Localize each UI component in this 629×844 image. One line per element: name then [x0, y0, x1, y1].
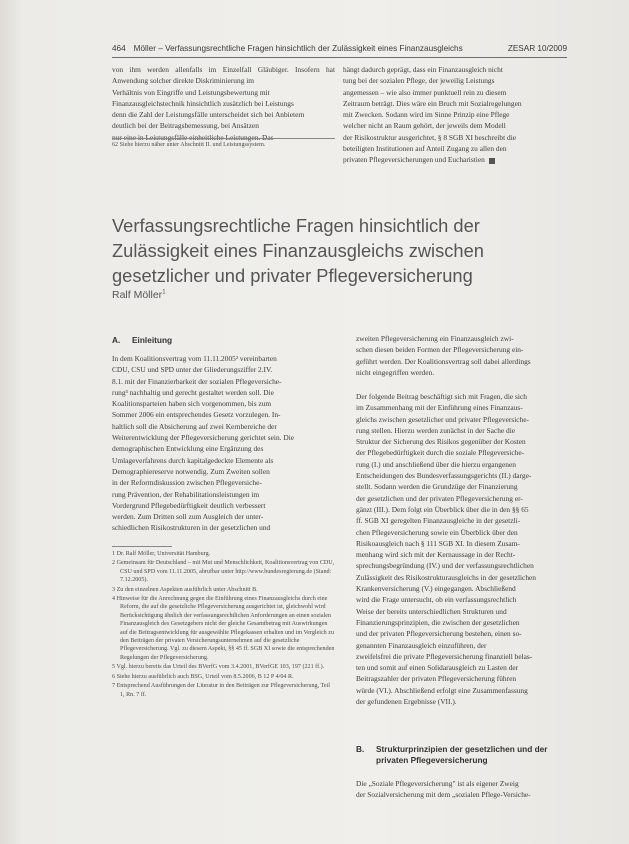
text-line: Zeitraum beträgt. Dies wäre ein Bruch mit Sozialregelungen: [343, 98, 522, 108]
text-line: Finanzausgleichstechnik hinsichtlich zusätzlich bei Leistungs: [112, 98, 294, 108]
footnote-rule: [112, 138, 335, 139]
text-line: ten und somit auf einen Solidarausgleich zu Lasten der: [356, 663, 519, 673]
footnote: 4 Hinweise für die Anrechnung gegen die Einführung eines Finanzausgleichs durch eine Reform, die auf die gesetzliche Pflegeversicherung ausgerichtet ist, gleichwohl wird Berücksichtigung ähnlich der verfassungsrechtlichen Anforderungen an einen sozialen Finanzausgleich des Gesetzgebers nicht der gleiche Gesamtbetrag mit Auswirkungen auf die Beitragsentwicklung für ausgewählte Pflegekassen erhalten und im Vergleich zu den Beiträgen der privaten Versicherungsunternehmen auf die gesetzliche Pflegeversicherung. Vgl. zu diesem Aspekt, §§ 45 ff. SGB XI sowie die entsprechenden Regelungen der Pflegeversicherung.: [112, 596, 335, 661]
text-line: stellt. Sodann werden die Grundzüge der Finanzierung: [356, 482, 518, 492]
running-head-title: Möller – Verfassungsrechtliche Fragen hinsichtlich der Zulässigkeit eines Finanzausgleichs: [133, 44, 463, 53]
text-line: welcher nicht an Raum gehört, der jeweils dem Modell: [343, 121, 506, 131]
text-line: geführt werden. Der Koalitionsvertrag soll dabei allerdings: [356, 356, 531, 366]
title-line: gesetzlicher und privater Pflegeversicherung: [112, 265, 473, 286]
text-line: Umlageverfahrens durch kapitalgedeckte Elemente als: [112, 455, 274, 465]
text-line: wird die Frage untersucht, ob ein verfassungsrechtlich: [356, 595, 517, 605]
text-line: Verhältnis von Eingriffe und Leistungsbewertung mit: [112, 87, 270, 97]
text-line: Risikoausgleich nach § 111 SGB XI. In diesem Zusam-: [356, 538, 520, 548]
text-line: hängt dadurch geprägt, dass ein Finanzausgleich nicht: [343, 65, 503, 74]
author: [112, 289, 166, 301]
text-line: beteiligten Institutionen auf Anteil Zugang zu allen den: [343, 144, 507, 154]
text-line: Vordergrund Pflegebedürftigkeit deutlich verbessert: [112, 500, 266, 510]
text-line: der gesetzlichen und der privaten Pflegeversicherung er-: [356, 493, 523, 503]
text-line: würde (VI.). Abschließend erfolgt eine Zusammenfassung: [356, 685, 528, 695]
text-line: chen Pflegeversicherung sowie ein Überblick über den: [356, 527, 518, 537]
section-title: Strukturprinzipien der gesetzlichen und der: [376, 744, 548, 754]
text-line: von ihm werden allenfalls im Einzelfall Gläubiger. Insofern hat Anwendung solcher direkte Diskriminierung im: [112, 65, 335, 86]
top-left-footnote: [112, 141, 335, 150]
top-left-column: [112, 64, 335, 143]
text-line: rung Prävention, der Rehabilitationsleistungen im: [112, 489, 260, 499]
text-line: nicht eingegriffen werden.: [356, 367, 435, 377]
text-line: der gefundenen Ergebnisse (VII.).: [356, 697, 457, 707]
footnote: 62 Siehe hierzu näher unter Abschnitt II. und Leistungssystem.: [112, 142, 266, 148]
end-mark-icon: [489, 158, 495, 164]
text-line: der Risikostruktur ausgerichtet, § 8 SGB XI beschreibt die: [343, 132, 517, 142]
text-line: zweifelsfrei die private Pflegeversicherung finanziell belas-: [356, 651, 533, 661]
right-column-main: [356, 391, 568, 707]
section-title: privaten Pflegeversicherung: [376, 755, 488, 765]
text-line: rung³ nachhaltig und gerecht gestaltet werden soll. Die: [112, 387, 274, 397]
text-line: angemessen – wie also immer punktuell rein zu diesem: [343, 87, 507, 97]
text-line: mit Zwecken. Sodann wird im Sinne Prinzip eine Pflege: [343, 110, 510, 120]
text-line: ff. SGB XI geregelten Finanzausgleiche in der gesetzli-: [356, 516, 521, 526]
text-line: der Pflegebedürftigkeit durch die soziale Pflegeversiche-: [356, 448, 525, 458]
text-line: tung bei der sozialen Pflege, der jeweilig Leistungs: [343, 76, 495, 86]
top-right-column: [343, 64, 567, 166]
running-head: [112, 44, 567, 53]
text-line: Entscheidungen des Bundesverfassungsgerichts (II.) darge-: [356, 471, 532, 481]
text-line: schen diesen beiden Formen der Pflegeversicherung ein-: [356, 345, 524, 355]
right-column-top: [356, 333, 568, 378]
text-line: CDU, CSU und SPD unter der Gliederungsziffer 2.IV.: [112, 365, 273, 375]
text-line: rung (I.) und anschließend über die hierzu ergangenen: [356, 459, 516, 469]
text-line: Struktur der Sicherung des Risikos gegenüber der Kosten: [356, 437, 526, 447]
section-title: Einleitung: [132, 335, 173, 345]
text-line: Zulässigkeit des Risikostrukturausgleichs in der gesetzlichen: [356, 572, 537, 582]
text-line: Koalitionsparteien haben sich vorgenommen, bis zum: [112, 399, 272, 409]
text-line: Sommer 2006 ein entsprechendes Gesetz vorzulegen. In-: [112, 410, 281, 420]
text-line: In dem Koalitionsvertrag vom 11.11.2005² vereinbarten: [112, 354, 277, 363]
section-a-heading: [112, 335, 172, 346]
text-line: demographischen Entwicklung eine Ergänzung des: [112, 444, 264, 454]
text-line: haltlich soll die Absicherung auf zwei Kernbereiche der: [112, 421, 277, 431]
footnote: 2 Gemeinsam für Deutschland – mit Mut und Menschlichkeit, Koalitionsvertrag von CDU, CSU und SPD vom 11.11.2005, abrufbar unter http://www.bundesregierung.de (Stand: 7.12.2005).: [112, 560, 335, 584]
title-line: Zulässigkeit eines Finanzausgleichs zwischen: [112, 240, 484, 261]
text-line: gleichs zwischen gesetzlicher und privater Pflegeversiche-: [356, 414, 529, 424]
article-title: [112, 213, 552, 288]
text-line: rung stellen. Hierzu werden zunächst in der Sache die: [356, 425, 516, 435]
section-b-body: [356, 778, 568, 801]
section-a-body: [112, 353, 335, 534]
text-line: deutlich bei der Beitragsbemessung, bei Ansätzen: [112, 121, 259, 131]
header-rule: [112, 57, 567, 58]
footnote: 6 Siehe hierzu ausführlich auch BSG, Urteil vom 8.5.2006, B 12 P 4/04 R.: [112, 673, 294, 680]
text-line: zweiten Pflegeversicherung ein Finanzausgleich zwi-: [356, 334, 514, 343]
section-number: A.: [112, 335, 121, 345]
text-line: Der folgende Beitrag beschäftigt sich mit Fragen, die sich: [356, 392, 527, 401]
text-line: gänzt (III.). Dem folgt ein Überblick über die in den §§ 65: [356, 504, 529, 514]
text-line: Beitragszahler der privaten Pflegeversicherung führen: [356, 674, 517, 684]
footnote: 3 Zu den einzelnen Aspekten ausführlich unter Abschnitt B.: [112, 586, 258, 593]
text-line: Die „Soziale Pflegeversicherung" ist als eigener Zweig: [356, 779, 519, 788]
footnote: 5 Vgl. hierzu bereits das Urteil des BVerfG vom 3.4.2001, BVerfGE 103, 197 (221 ff.).: [112, 664, 325, 671]
text-line: privaten Pflegeversicherungen und Eucharistien: [343, 154, 567, 165]
text-line: denn die Zahl der Leistungsfälle unterscheidet sich bei Anbietern: [112, 110, 305, 120]
page-number: 464: [112, 44, 126, 53]
text-line: der Sozialversicherung mit dem „sozialen Pflege-Versiche-: [356, 790, 531, 800]
footnote-rule: [112, 546, 172, 547]
footnote: 1 Dr. Ralf Möller, Universität Hamburg.: [112, 551, 211, 557]
text-line: 8.1. mit der Finanzierbarkeit der sozialen Pflegeversiche-: [112, 376, 282, 386]
section-number: B.: [356, 744, 365, 754]
text-line: menhang wird sich mit der Kernaussage in der Recht-: [356, 550, 516, 560]
text-line: Krankenversicherung (V.) eingegangen. Abschließend: [356, 584, 516, 594]
text-line: in der Reformdiskussion zwischen Pflegeversiche-: [112, 478, 262, 488]
text-line: Demographiereserve notwendig. Zum Zweiten sollen: [112, 466, 270, 476]
text-line: und der privaten Pflegeversicherung bestehen, einen so-: [356, 629, 522, 639]
text-line: werden. Zum Dritten soll zum Ausgleich der unter-: [112, 512, 264, 522]
footnote: 7 Entsprechend Ausführungen der Literatur in den Beiträgen zur Pflegeversicherung, Teil 1, Rn. 7 ff.: [112, 683, 330, 698]
text-line: Weiterentwicklung der Pflegeversicherung gerichtet sein. Die: [112, 433, 295, 443]
text-line: sprechungsbegründung (IV.) und der verfassungsrechtlichen: [356, 561, 534, 571]
text-line: Finanzierungsprinzipien, die zwischen der gesetzlichen: [356, 617, 520, 627]
text-line: genannten Finanzausgleich einzuführen, der: [356, 640, 487, 650]
left-footnotes: [112, 550, 335, 700]
text-line: im Zusammenhang mit der Einführung eines Finanzaus-: [356, 403, 523, 413]
author-name: Ralf Möller: [112, 289, 163, 301]
section-b-heading: [356, 744, 568, 766]
text-line: Weise der bereits unterschiedlichen Strukturen und: [356, 606, 507, 616]
title-line: Verfassungsrechtliche Fragen hinsichtlich der: [112, 215, 480, 236]
text-line: schiedlichen Risikostrukturen in der gesetzlichen und: [112, 523, 271, 533]
journal-citation: ZESAR 10/2009: [507, 44, 567, 53]
author-footnote-marker: 1: [162, 289, 166, 296]
